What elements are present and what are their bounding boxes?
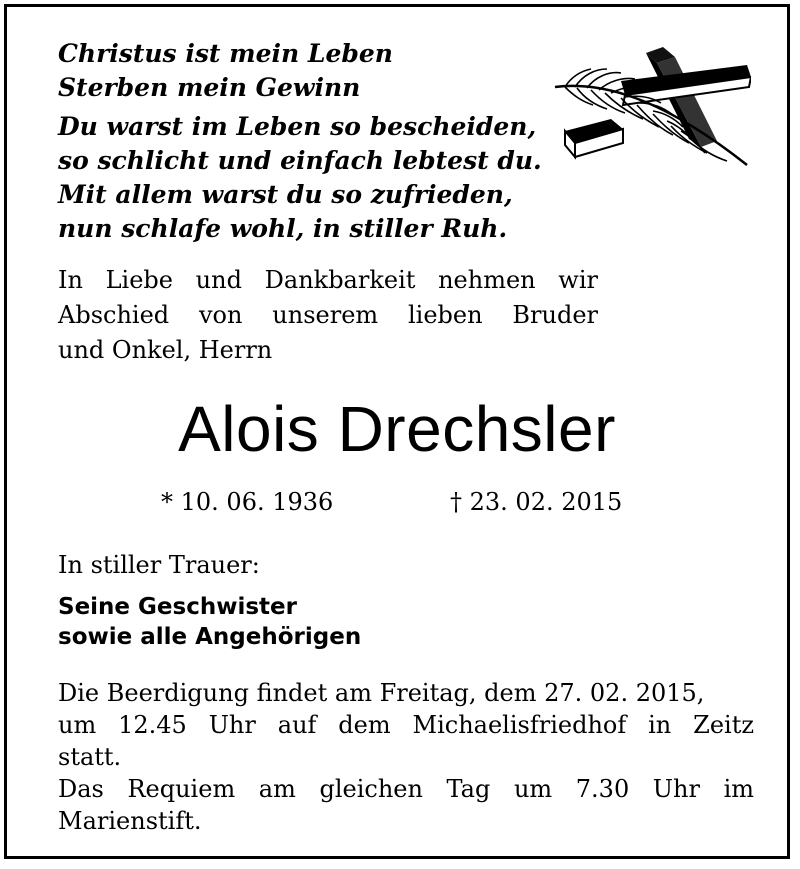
verse-line: so schlicht und einfach lebtest du. bbox=[58, 146, 542, 175]
funeral-info bbox=[58, 677, 754, 837]
verse-line: Sterben mein Gewinn bbox=[58, 73, 361, 102]
intro-text bbox=[58, 263, 598, 368]
funeral-line: Marienstift. bbox=[58, 807, 202, 835]
verse-line: Mit allem warst du so zufrieden, bbox=[58, 180, 513, 209]
death-date: † 23. 02. 2015 bbox=[450, 488, 623, 516]
signer-line: Seine Geschwister bbox=[58, 594, 297, 620]
verse-line: Du warst im Leben so bescheiden, bbox=[58, 112, 537, 141]
obituary-notice bbox=[4, 4, 790, 859]
intro-line: Abschied von unserem lieben Bruder bbox=[58, 301, 598, 329]
verse-line: Christus ist mein Leben bbox=[58, 39, 393, 68]
intro-line: und Onkel, Herrn bbox=[58, 336, 273, 364]
cross-with-palm-frond-icon bbox=[551, 47, 751, 167]
signer-line: sowie alle Angehörigen bbox=[58, 624, 362, 650]
funeral-line: Das Requiem am gleichen Tag um 7.30 Uhr im bbox=[58, 775, 754, 803]
mourning-label: In stiller Trauer: bbox=[58, 551, 260, 579]
funeral-line: Die Beerdigung findet am Freitag, dem 27. 02. 2015, bbox=[58, 679, 705, 707]
birth-date: * 10. 06. 1936 bbox=[161, 488, 334, 516]
verse-line: nun schlafe wohl, in stiller Ruh. bbox=[58, 214, 508, 243]
verse-block bbox=[58, 37, 542, 246]
funeral-line: um 12.45 Uhr auf dem Michaelisfriedhof in Zeitz bbox=[58, 711, 754, 739]
funeral-line: statt. bbox=[58, 743, 122, 771]
signers-block bbox=[58, 592, 361, 652]
deceased-name: Alois Drechsler bbox=[178, 393, 616, 465]
intro-line: In Liebe und Dankbarkeit nehmen wir bbox=[58, 266, 598, 294]
